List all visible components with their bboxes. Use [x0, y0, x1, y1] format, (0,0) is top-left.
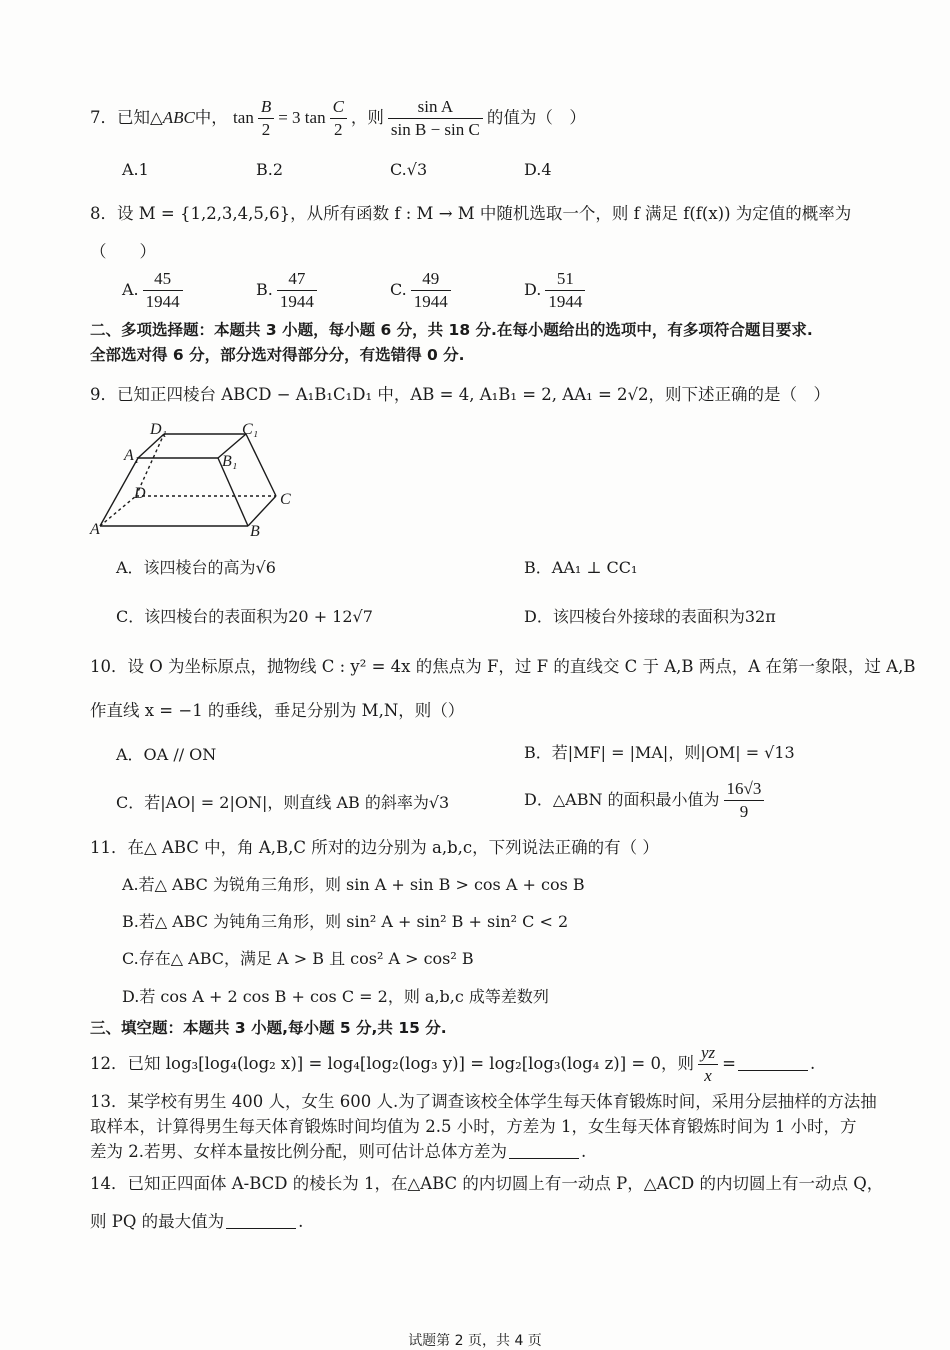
- q11-option-a: A.若△ ABC 为锐角三角形，则 sin A + sin B > cos A + cos B: [122, 875, 585, 894]
- q9-option-b: B．AA₁ ⊥ CC₁: [524, 558, 638, 577]
- q10-stem-line1: 10．设 O 为坐标原点，抛物线 C : y² = 4x 的焦点为 F，过 F 的直线交 C 于 A,B 两点，A 在第一象限，过 A,B: [90, 657, 916, 676]
- q10-option-a: A．OA // ON: [116, 745, 217, 764]
- label-d1: D₁: [150, 421, 168, 438]
- q14-line2: 则 PQ 的最大值为 .: [90, 1212, 304, 1231]
- q13-line1: 13．某学校有男生 400 人，女生 600 人.为了调查该校全体学生每天体育锻炼时间，采用分层抽样的方法抽: [90, 1092, 877, 1111]
- label-b: B: [250, 523, 260, 540]
- q12-answer-blank[interactable]: [738, 1070, 808, 1071]
- section3-heading: 三、填空题：本题共 3 小题,每小题 5 分,共 15 分.: [90, 1019, 447, 1037]
- label-d: D: [134, 485, 146, 502]
- q10-option-d: D．△ABN 的面积最小值为 $\frac{16√3}{9}$: [524, 778, 768, 823]
- q7-ratio: $\frac{\text{sin A}}{\text{sin B − sin C}}$: [388, 96, 483, 141]
- q7-frac-c: $\frac{C}{2}$: [330, 96, 347, 141]
- q8-stem: 8．设 M = {1,2,3,4,5,6}，从所有函数 f : M → M 中随机选取一个，则 f 满足 f(f(x)) 为定值的概率为: [90, 204, 852, 223]
- q9-option-a: A．该四棱台的高为√6: [116, 558, 276, 577]
- q13-answer-blank[interactable]: [509, 1158, 579, 1159]
- q8-paren: （ ）: [90, 242, 156, 261]
- q10-option-b: B．若|MF| = |MA|，则|OM| = √13: [524, 743, 795, 762]
- section2-heading-line1: 二、多项选择题：本题共 3 小题，每小题 6 分，共 18 分.在每小题给出的选项中，有多项符合题目要求.: [90, 321, 813, 339]
- frustum-figure: [88, 418, 308, 540]
- q7-option-c: C.√3: [390, 160, 428, 179]
- q7-option-d: D.4: [524, 160, 552, 179]
- q13-line3: 差为 2.若男、女样本量按比例分配，则可估计总体方差为 .: [90, 1142, 587, 1161]
- q14-line1: 14．已知正四面体 A-BCD 的棱长为 1，在△ABC 的内切圆上有一动点 P，△ACD 的内切圆上有一动点 Q，: [90, 1174, 884, 1193]
- q9-stem: 9．已知正四棱台 ABCD − A₁B₁C₁D₁ 中，AB = 4, A₁B₁ = 2, AA₁ = 2√2，则下述正确的是（ ）: [90, 385, 831, 404]
- label-b1: B₁: [222, 453, 238, 470]
- q11-option-d: D.若 cos A + 2 cos B + cos C = 2，则 a,b,c 成等差数列: [122, 987, 549, 1006]
- q10-stem-line2: 作直线 x = −1 的垂线，垂足分别为 M,N，则（）: [90, 701, 465, 720]
- q7-option-b: B.2: [256, 160, 284, 179]
- q11-option-b: B.若△ ABC 为钝角三角形，则 sin² A + sin² B + sin² C < 2: [122, 912, 569, 931]
- q8-option-b: B. $\frac{47}{1944}$: [256, 268, 321, 313]
- q11-stem: 11．在△ ABC 中，角 A,B,C 所对的边分别为 a,b,c，下列说法正确的有（ ）: [90, 838, 659, 857]
- q7-frac-b: $\frac{B}{2}$: [258, 96, 274, 141]
- q7-stem: 7．已知△ABC中， tan $\frac{B}{2}$ = 3 tan $\frac{C}{2}$ ，则 $\frac{\text{sin A}}{\text{sin B − sin C}}$ 的值为（ ）: [90, 97, 586, 139]
- label-a: A: [90, 521, 100, 538]
- page-footer: 试题第 2 页，共 4 页: [408, 1333, 542, 1349]
- q10-option-c: C．若|AO| = 2|ON|，则直线 AB 的斜率为√3: [116, 793, 450, 812]
- label-c1: C₁: [242, 421, 259, 438]
- q14-answer-blank[interactable]: [226, 1228, 296, 1229]
- q7-option-a: A.1: [122, 160, 149, 179]
- q12-stem: 12．已知 log₃[log₄(log₂ x)] = log₄[log₂(log₃ y)] = log₂[log₃(log₄ z)] = 0，则 $\frac{yz}{x}$ = .: [90, 1043, 816, 1085]
- section2-heading-line2: 全部选对得 6 分，部分选对得部分分，有选错得 0 分.: [90, 346, 465, 364]
- q13-line2: 取样本，计算得男生每天体育锻炼时间均值为 2.5 小时，方差为 1，女生每天体育锻炼时间为 1 小时，方: [90, 1117, 857, 1136]
- label-a1: A₁: [124, 447, 140, 464]
- label-c: C: [280, 491, 291, 508]
- q11-option-c: C.存在△ ABC，满足 A > B 且 cos² A > cos² B: [122, 949, 474, 968]
- q8-option-d: D. $\frac{51}{1944}$: [524, 268, 589, 313]
- q8-option-c: C. $\frac{49}{1944}$: [390, 268, 455, 313]
- q9-option-c: C．该四棱台的表面积为20 + 12√7: [116, 607, 373, 626]
- q8-option-a: A. $\frac{45}{1944}$: [122, 268, 187, 313]
- q9-option-d: D．该四棱台外接球的表面积为32π: [524, 607, 776, 626]
